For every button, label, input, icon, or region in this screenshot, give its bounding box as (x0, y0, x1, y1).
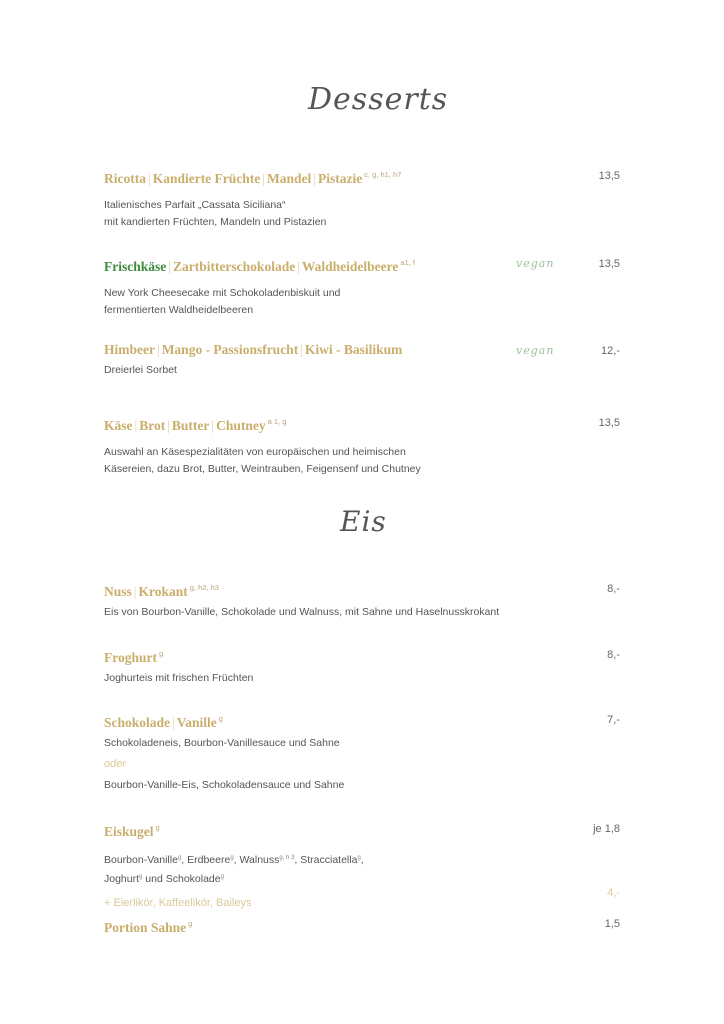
title-part: Kandierte Früchte (152, 171, 261, 186)
addon-price: 4,- (607, 887, 620, 899)
item-description: Joghurteis mit frischen Früchten (104, 672, 254, 684)
item-description: Auswahl an Käsespezialitäten von europäischen und heimischen (104, 446, 406, 458)
flavor: Stracciatella (300, 854, 358, 866)
title-part: Froghurt (104, 650, 157, 665)
allergen-codes: a1, f (400, 258, 415, 267)
menu-item (104, 166, 620, 231)
item-price: 8,- (607, 649, 620, 661)
menu-item (104, 645, 620, 687)
title-part: Kiwi - Basilikum (304, 342, 403, 357)
item-title: Frischkäse | Zartbitterschokolade | Waldheidelbeere $^{a1, f}$ (104, 258, 415, 274)
flavor: Schokolade (165, 873, 221, 885)
item-price: 13,5 (598, 170, 620, 182)
allergen-codes: g, h2, h3 (189, 583, 219, 592)
addon-text: + Eierlikör, Kaffeelikör, Baileys (104, 897, 252, 909)
flavor: Bourbon-Vanille (104, 854, 178, 866)
allergen-codes: g (230, 855, 234, 861)
item-description: Italienisches Parfait „Cassata Siciliana“ (104, 199, 286, 211)
item-title: Himbeer | Mango - Passionsfrucht | Kiwi - Basilikum (104, 342, 403, 357)
allergen-codes: g (188, 919, 193, 928)
title-part: Mango - Passionsfrucht (161, 342, 299, 357)
allergen-codes: c, g, h1, h7 (364, 170, 402, 179)
title-part: Mandel (267, 171, 312, 186)
item-description: Schokoladeneis, Bourbon-Vanillesauce und Sahne (104, 737, 340, 749)
section-title-desserts: Desserts (308, 82, 449, 117)
flavor: Erdbeere (187, 854, 231, 866)
item-price: je 1,8 (593, 823, 620, 835)
title-part: Frischkäse (104, 259, 167, 274)
title-part: Käse (104, 418, 133, 433)
allergen-codes: g (159, 649, 164, 658)
item-description: New York Cheesecake mit Schokoladenbiskuit und (104, 287, 341, 299)
menu-item (104, 819, 620, 912)
item-title (104, 645, 620, 667)
title-part: Ricotta (104, 171, 146, 186)
item-price: 12,- (601, 345, 620, 357)
allergen-codes: g (220, 874, 224, 880)
allergen-codes: g (357, 855, 361, 861)
item-title: Schokolade | Vanille $^g$ (104, 714, 223, 730)
title-part: Nuss (104, 584, 132, 599)
title-part: Krokant (138, 584, 188, 599)
item-description: Dreierlei Sorbet (104, 364, 177, 376)
flavor: Joghurt (104, 873, 140, 885)
allergen-codes: g (218, 714, 223, 723)
item-price: 7,- (607, 714, 620, 726)
item-price: 13,5 (598, 417, 620, 429)
allergen-codes: g (139, 874, 143, 880)
item-price: 8,- (607, 583, 620, 595)
item-description: mit kandierten Früchten, Mandeln und Pistazien (104, 216, 327, 228)
title-part: Waldheidelbeere (301, 259, 399, 274)
item-price: 13,5 (598, 258, 620, 270)
menu-item (104, 579, 620, 621)
item-price: 1,5 (604, 918, 620, 930)
title-part: Portion Sahne (104, 920, 187, 935)
title-part: Himbeer (104, 342, 155, 357)
title-part: Eiskugel (104, 824, 154, 839)
title-part: Brot (139, 418, 166, 433)
item-description: Bourbon-Vanille-Eis, Schokoladensauce und Sahne (104, 779, 345, 791)
title-part: Schokolade (104, 715, 171, 730)
title-part: Pistazie (317, 171, 363, 186)
or-separator: oder (104, 758, 127, 770)
title-part: Zartbitterschokolade (172, 259, 296, 274)
item-title (104, 915, 620, 937)
item-description: fermentierten Waldheidelbeeren (104, 304, 254, 316)
item-title: Käse | Brot | Butter | Chutney $^{a 1, g}$ (104, 417, 287, 433)
menu-item (104, 413, 620, 478)
allergen-codes: g, h 3 (279, 855, 295, 861)
item-title: Ricotta | Kandierte Früchte | Mandel | Pistazie $^{c, g, h1, h7}$ (104, 170, 402, 186)
item-description: Käsereien, dazu Brot, Butter, Weintrauben, Feigensenf und Chutney (104, 463, 421, 475)
menu-item (104, 915, 620, 937)
title-part: Vanille (176, 715, 217, 730)
title-part: Chutney (216, 418, 266, 433)
vegan-badge: vegan (516, 257, 555, 270)
section-title-eis: Eis (340, 505, 387, 538)
allergen-codes: g (177, 855, 182, 861)
allergen-codes: g (155, 823, 160, 832)
flavor: Walnuss (239, 854, 280, 866)
title-part: Butter (171, 418, 210, 433)
vegan-badge: vegan (516, 344, 555, 357)
item-description: Eis von Bourbon-Vanille, Schokolade und Walnuss, mit Sahne und Haselnusskrokant (104, 606, 500, 618)
menu-item (104, 710, 620, 794)
flavor-list: Bourbon-Vanille$^g$, Erdbeere$^g$, Walnuss$^{g, h 3}$, Stracciatella$^g$, Joghurt$^g$ und Schokolade$^g$ (104, 854, 364, 885)
allergen-codes: a 1, g (267, 417, 287, 426)
item-title: Nuss | Krokant $^{g, h2, h3}$ (104, 583, 219, 599)
item-title (104, 819, 620, 841)
